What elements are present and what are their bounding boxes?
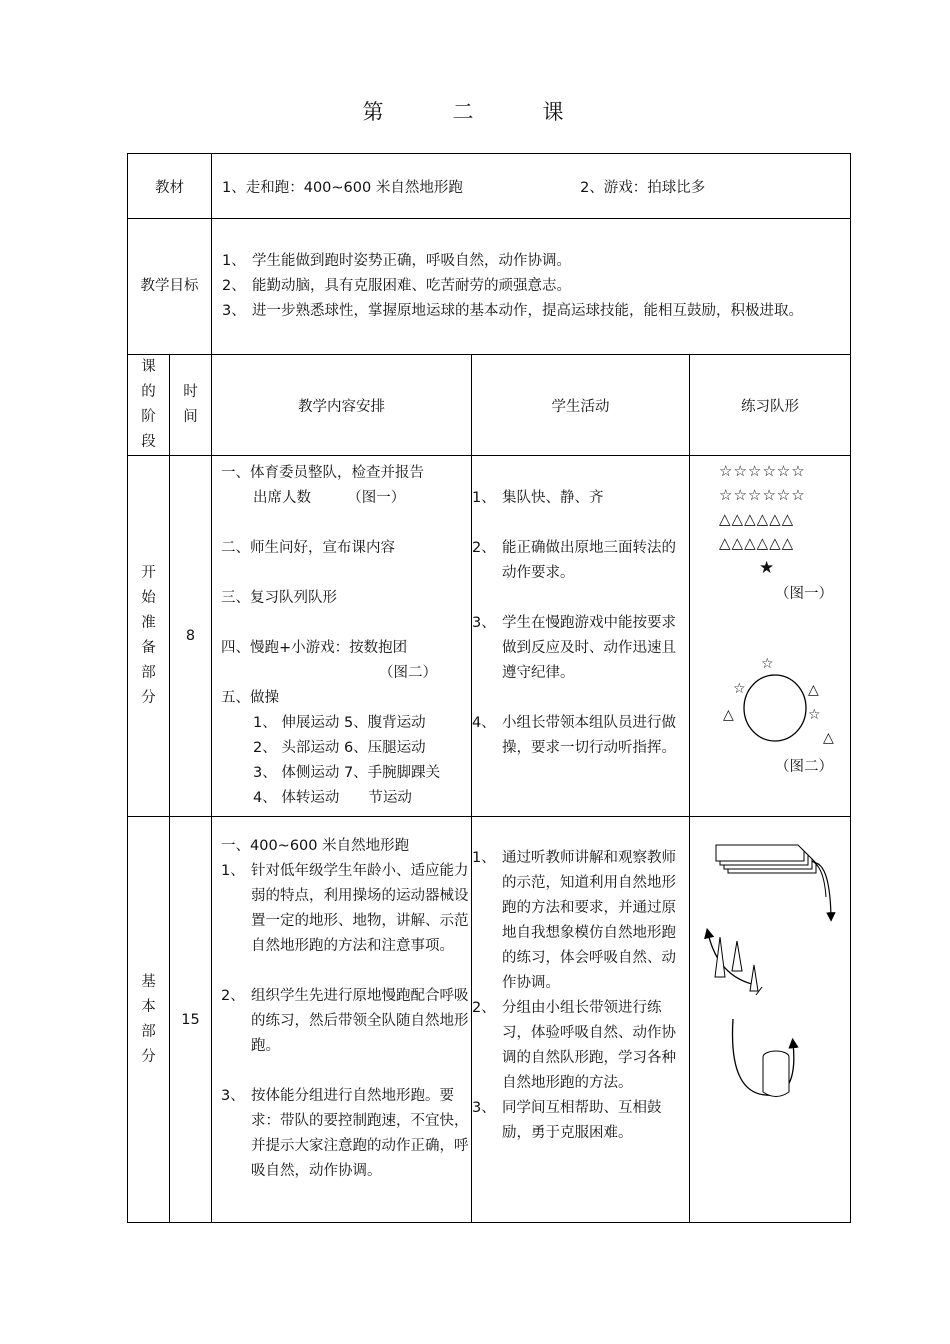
- formation-row: △△△△△△: [719, 510, 795, 528]
- goal-item: 2、 能勤动脑，具有克服困难、吃苦耐劳的顽强意志。: [222, 278, 571, 294]
- formation-row: ☆☆☆☆☆☆: [719, 486, 806, 504]
- main-time: 15: [170, 817, 212, 1223]
- figure-1-caption: （图一）: [775, 586, 833, 602]
- header-time: 时间: [170, 355, 212, 456]
- content-item: 3、 按体能分组进行自然地形跑。要求：带队的要控制跑速，不宜快，并提示大家注意跑的动作正确，呼吸自然，动作协调。: [221, 1088, 469, 1179]
- header-content: 教学内容安排: [212, 355, 472, 456]
- formation-grid: [719, 459, 806, 555]
- circle-mark-star: ☆: [761, 656, 774, 672]
- teacher-star-icon: ★: [759, 558, 775, 578]
- material-content: [212, 154, 851, 219]
- content-line: 一、体育委员整队，检查并报告: [221, 465, 424, 481]
- goal-row: [128, 219, 851, 355]
- formation-row: △△△△△△: [719, 534, 795, 552]
- circle-mark-star: ☆: [733, 681, 746, 697]
- exercise-line: 1、 伸展运动 5、腹背运动: [253, 715, 426, 731]
- content-item: 2、 组织学生先进行原地慢跑配合呼吸的练习，然后带领全队随自然地形跑。: [221, 988, 469, 1054]
- goal-item: 1、 学生能做到跑时姿势正确，呼吸自然，动作协调。: [222, 253, 571, 269]
- warmup-formation: [690, 456, 851, 817]
- material-item-1: 1、走和跑：400~600 米自然地形跑: [222, 179, 463, 196]
- header-stage: 课的阶段: [128, 355, 170, 456]
- warmup-stage: 开始准备部分: [128, 456, 170, 817]
- warmup-activities: [472, 456, 690, 817]
- goal-content: [212, 219, 851, 355]
- warmup-time: 8: [170, 456, 212, 817]
- header-row: [128, 355, 851, 456]
- main-content: [212, 817, 472, 1223]
- exercise-line: 3、 体侧运动 7、手腕脚踝关: [253, 765, 441, 781]
- warmup-content: [212, 456, 472, 817]
- section-main-row: [128, 817, 851, 1223]
- content-line: 出席人数 （图一）: [253, 490, 406, 506]
- content-line: （图二）: [379, 665, 437, 681]
- activity-item: 1、 通过听教师讲解和观察教师的示范，知道利用自然地形跑的方法和要求，并通过原地自我想象模仿自然地形跑的练习，体会呼吸自然、动作协调。: [472, 850, 676, 991]
- formation-row: ☆☆☆☆☆☆: [719, 462, 806, 480]
- material-row: [128, 154, 851, 219]
- circle-mark-triangle: △: [723, 707, 734, 723]
- main-activities: [472, 817, 690, 1223]
- activity-item: 2、 分组由小组长带领进行练习，体验呼吸自然、动作协调的自然队形跑，学习各种自然地形跑的方法。: [472, 1000, 676, 1091]
- content-line: 四、慢跑+小游戏：按数抱团: [221, 640, 408, 656]
- content-line: 二、师生问好，宣布课内容: [221, 540, 395, 556]
- exercise-line: 4、 体转运动 节运动: [253, 790, 412, 806]
- circle-mark-triangle: △: [808, 682, 819, 698]
- circle-mark-star: ☆: [808, 707, 821, 723]
- content-line: 五、做操: [221, 690, 279, 706]
- material-item-2: 2、游戏：拍球比多: [580, 179, 706, 196]
- circle-mark-triangle: △: [823, 730, 834, 746]
- main-formation: [690, 817, 851, 1223]
- goal-item: 3、 进一步熟悉球性，掌握原地运球的基本动作，提高运球技能，能相互鼓励，积极进取。: [222, 303, 803, 319]
- header-formation: 练习队形: [690, 355, 851, 456]
- header-activity: 学生活动: [472, 355, 690, 456]
- activity-item: 2、 能正确做出原地三面转法的动作要求。: [472, 540, 676, 581]
- figure-2-caption: （图二）: [775, 759, 833, 775]
- activity-item: 3、 学生在慢跑游戏中能按要求做到反应及时、动作迅速且遵守纪律。: [472, 615, 676, 681]
- exercise-line: 2、 头部运动 6、压腿运动: [253, 740, 426, 756]
- content-heading: 一、400~600 米自然地形跑: [221, 838, 410, 854]
- main-stage: 基本部分: [128, 817, 170, 1223]
- activity-item: 4、 小组长带领本组队员进行做操，要求一切行动听指挥。: [472, 715, 676, 756]
- material-label: 教材: [128, 154, 212, 219]
- content-item: 1、 针对低年级学生年龄小、适应能力弱的特点，利用操场的运动器械设置一定的地形、地物，讲解、示范自然地形跑的方法和注意事项。: [221, 863, 469, 954]
- goal-label: 教学目标: [128, 219, 212, 355]
- content-line: 三、复习队列队形: [221, 590, 337, 606]
- terrain-run-diagram: [698, 837, 848, 1137]
- section-warmup-row: [128, 456, 851, 817]
- activity-item: 3、 同学间互相帮助、互相鼓励，勇于克服困难。: [472, 1100, 662, 1141]
- activity-item: 1、 集队快、静、齐: [472, 490, 604, 506]
- lesson-plan-table: [127, 153, 851, 1223]
- page-title: 第 二 课: [362, 100, 588, 124]
